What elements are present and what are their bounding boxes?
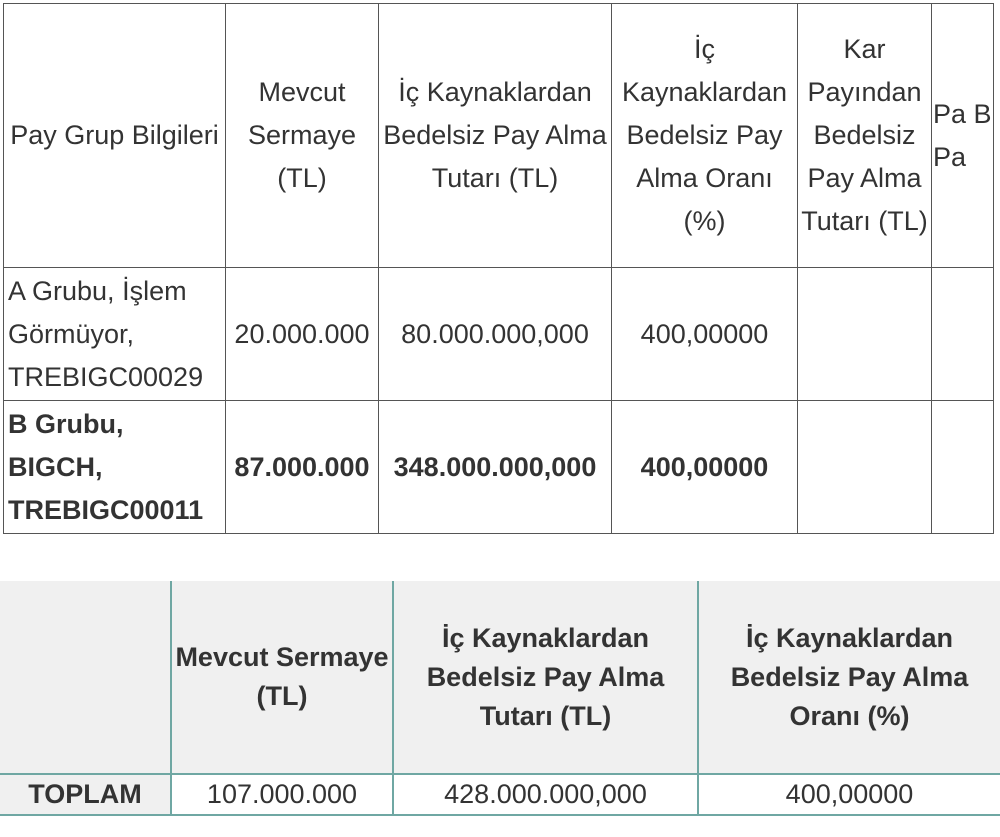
dividend-amount-cell (798, 401, 932, 534)
header-current-capital: Mevcut Sermaye (TL) (226, 4, 379, 268)
capital-cell: 20.000.000 (226, 268, 379, 401)
total-amount: 428.000.000,000 (393, 774, 698, 815)
header-internal-amount: İç Kaynaklardan Bedelsiz Pay Alma Tutarı (TL) (379, 4, 612, 268)
table-header-row (4, 4, 994, 268)
total-table (0, 581, 1000, 816)
total-row (0, 774, 1000, 815)
total-header-capital: Mevcut Sermaye (TL) (171, 581, 393, 774)
total-ratio: 400,00000 (698, 774, 1000, 815)
group-cell: B Grubu, BIGCH, TREBIGC00011 (4, 401, 226, 534)
dividend-amount-cell (798, 268, 932, 401)
amount-cell: 348.000.000,000 (379, 401, 612, 534)
amount-cell: 80.000.000,000 (379, 268, 612, 401)
capital-cell: 87.000.000 (226, 401, 379, 534)
header-internal-ratio: İç Kaynaklardan Bedelsiz Pay Alma Oranı (%) (612, 4, 798, 268)
total-header-empty (0, 581, 171, 774)
total-label: TOPLAM (0, 774, 171, 815)
header-dividend-amount: Kar Payından Bedelsiz Pay Alma Tutarı (TL) (798, 4, 932, 268)
header-group-info: Pay Grup Bilgileri (4, 4, 226, 268)
total-capital: 107.000.000 (171, 774, 393, 815)
table-row (4, 268, 994, 401)
table-row (4, 401, 994, 534)
ratio-cell: 400,00000 (612, 401, 798, 534)
share-group-table (3, 3, 994, 534)
total-header-ratio: İç Kaynaklardan Bedelsiz Pay Alma Oranı (%) (698, 581, 1000, 774)
group-cell: A Grubu, İşlem Görmüyor, TREBIGC00029 (4, 268, 226, 401)
total-header-amount: İç Kaynaklardan Bedelsiz Pay Alma Tutarı (TL) (393, 581, 698, 774)
extra-cell (932, 268, 994, 401)
extra-cell (932, 401, 994, 534)
ratio-cell: 400,00000 (612, 268, 798, 401)
header-truncated: Pa B Pa (932, 4, 994, 268)
total-header-row (0, 581, 1000, 774)
